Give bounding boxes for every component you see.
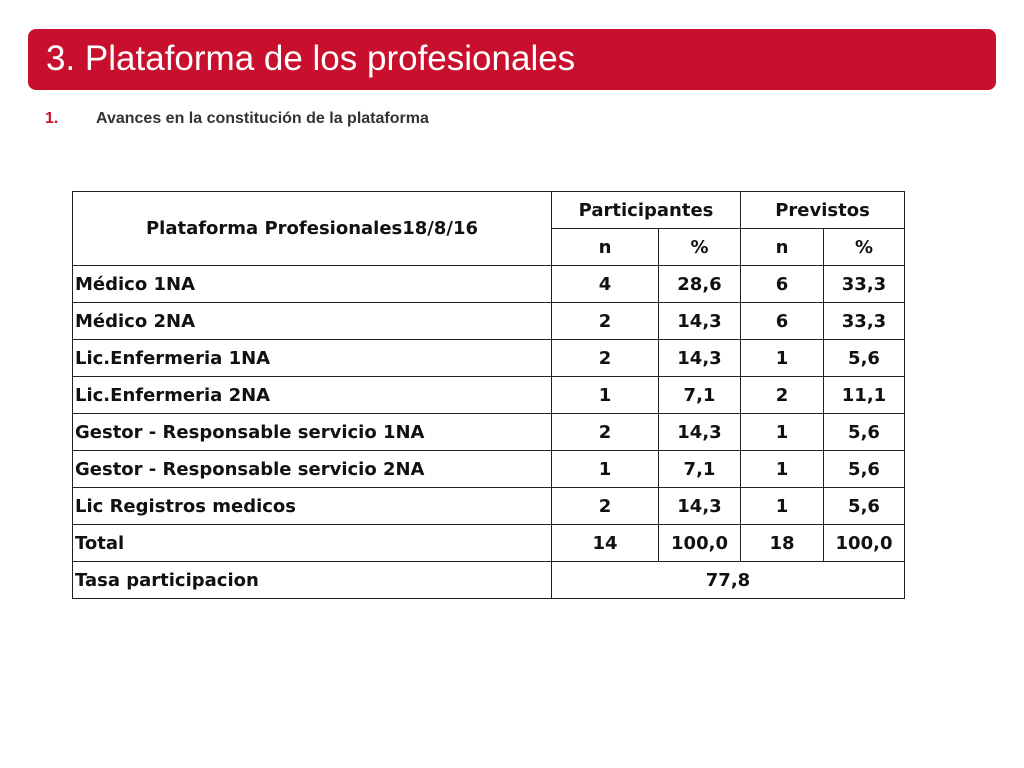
cell-part-n: 2 (552, 303, 659, 340)
header-participantes: Participantes (552, 192, 741, 229)
cell-prev-pct: 100,0 (824, 525, 905, 562)
rate-value: 77,8 (552, 562, 905, 599)
subheading-number: 1. (45, 110, 59, 127)
cell-prev-pct: 5,6 (824, 451, 905, 488)
cell-prev-n: 1 (741, 340, 824, 377)
cell-part-n: 1 (552, 377, 659, 414)
cell-prev-n: 2 (741, 377, 824, 414)
table-header-row (73, 192, 905, 229)
title-bar (28, 29, 996, 90)
table-row (73, 377, 905, 414)
cell-prev-n: 1 (741, 488, 824, 525)
cell-prev-pct: 11,1 (824, 377, 905, 414)
table-row-rate (73, 562, 905, 599)
cell-part-n: 4 (552, 266, 659, 303)
cell-prev-pct: 33,3 (824, 266, 905, 303)
subheading-text: Avances en la constitución de la plataforma (96, 110, 429, 127)
cell-part-pct: 28,6 (659, 266, 741, 303)
cell-part-n: 1 (552, 451, 659, 488)
cell-prev-pct: 5,6 (824, 340, 905, 377)
cell-prev-n: 1 (741, 451, 824, 488)
table-row (73, 488, 905, 525)
cell-prev-pct: 5,6 (824, 488, 905, 525)
cell-prev-n: 1 (741, 414, 824, 451)
row-label: Médico 1NA (73, 266, 552, 303)
subheader-part-pct: % (659, 229, 741, 266)
table-row-total (73, 525, 905, 562)
row-label: Gestor - Responsable servicio 2NA (73, 451, 552, 488)
table-row (73, 340, 905, 377)
cell-prev-n: 6 (741, 303, 824, 340)
cell-part-pct: 14,3 (659, 488, 741, 525)
subheader-part-n: n (552, 229, 659, 266)
subheading (45, 110, 429, 128)
cell-part-n: 14 (552, 525, 659, 562)
cell-part-pct: 14,3 (659, 340, 741, 377)
cell-part-pct: 100,0 (659, 525, 741, 562)
cell-part-n: 2 (552, 340, 659, 377)
row-label: Lic.Enfermeria 1NA (73, 340, 552, 377)
cell-prev-n: 6 (741, 266, 824, 303)
header-row-label: Plataforma Profesionales18/8/16 (73, 192, 552, 266)
table-row (73, 451, 905, 488)
slide-title: 3. Plataforma de los profesionales (46, 39, 576, 78)
subheader-prev-n: n (741, 229, 824, 266)
row-label: Médico 2NA (73, 303, 552, 340)
row-label: Lic.Enfermeria 2NA (73, 377, 552, 414)
cell-prev-n: 18 (741, 525, 824, 562)
cell-part-pct: 7,1 (659, 377, 741, 414)
table-row (73, 303, 905, 340)
cell-part-pct: 14,3 (659, 414, 741, 451)
cell-part-pct: 14,3 (659, 303, 741, 340)
header-previstos: Previstos (741, 192, 905, 229)
cell-prev-pct: 5,6 (824, 414, 905, 451)
participation-table (72, 191, 905, 599)
cell-part-n: 2 (552, 414, 659, 451)
cell-prev-pct: 33,3 (824, 303, 905, 340)
row-label: Gestor - Responsable servicio 1NA (73, 414, 552, 451)
table-row (73, 414, 905, 451)
subheader-prev-pct: % (824, 229, 905, 266)
cell-part-pct: 7,1 (659, 451, 741, 488)
row-label: Total (73, 525, 552, 562)
rate-label: Tasa participacion (73, 562, 552, 599)
table-row (73, 266, 905, 303)
row-label: Lic Registros medicos (73, 488, 552, 525)
cell-part-n: 2 (552, 488, 659, 525)
